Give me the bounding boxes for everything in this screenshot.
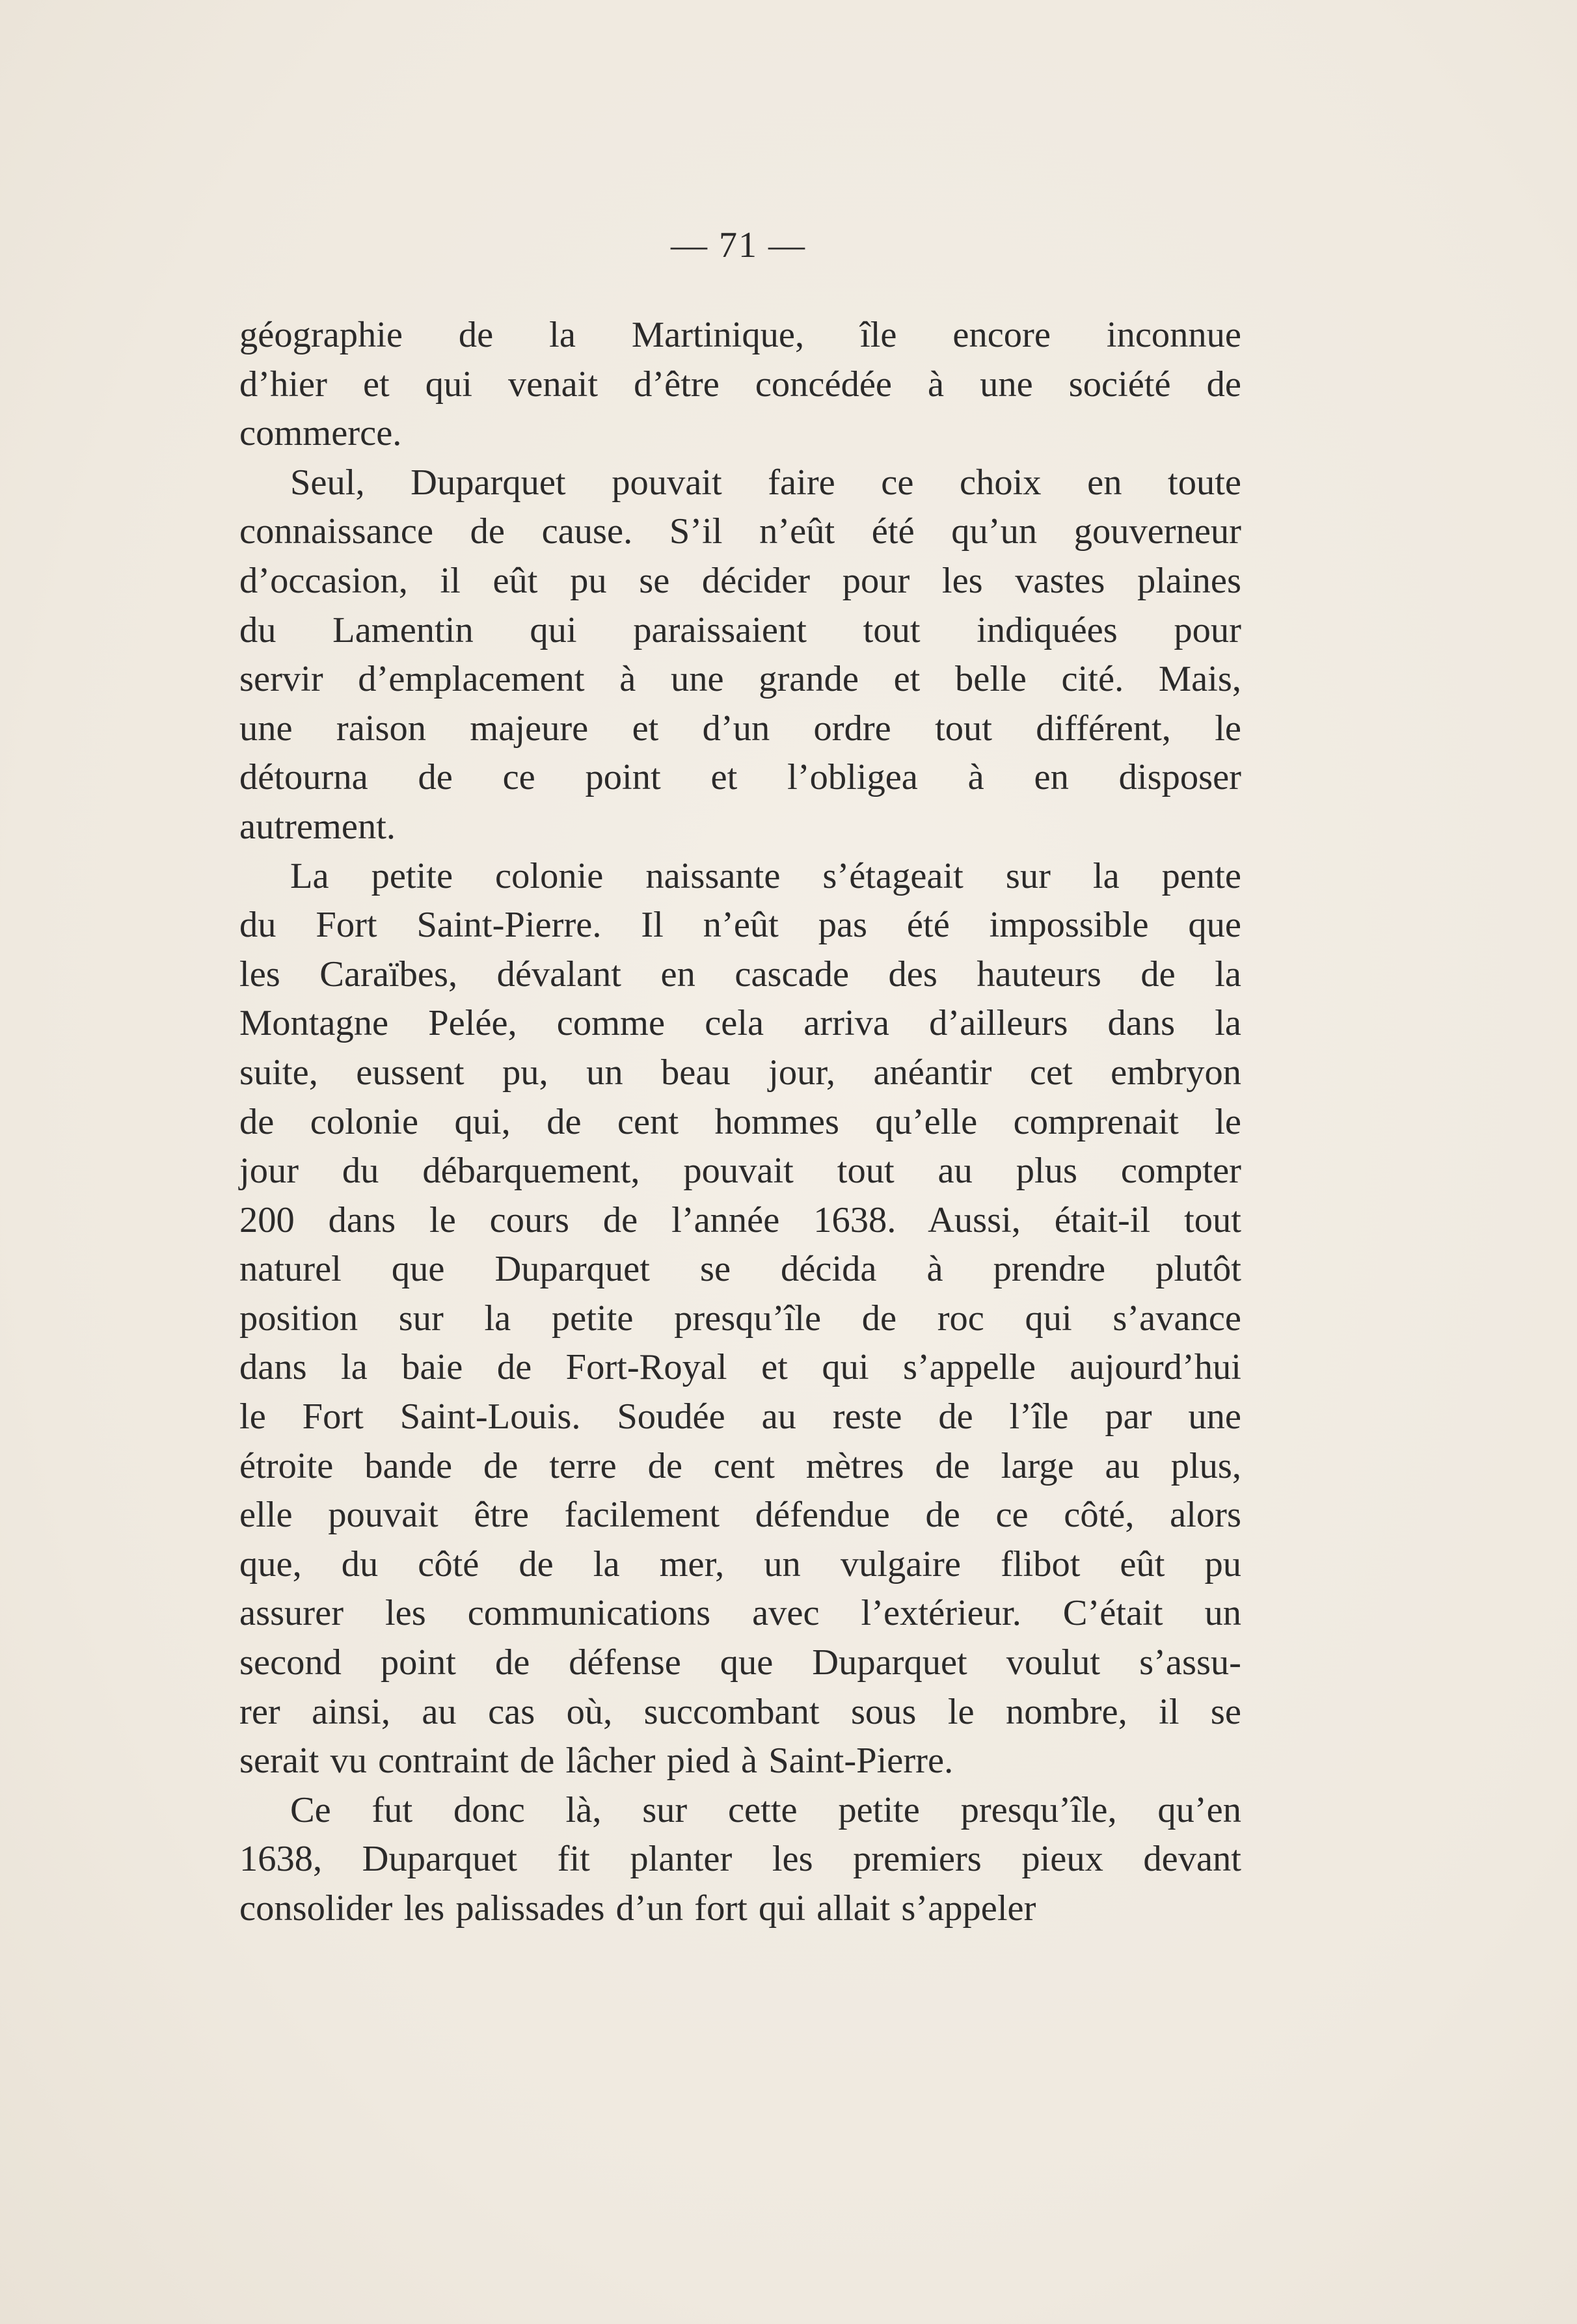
paragraph bbox=[239, 852, 1241, 1786]
text-line: consolider les palissades d’un fort qui allait s’appeler bbox=[239, 1888, 1036, 1929]
paragraph bbox=[239, 459, 1241, 852]
text-line: de colonie qui, de cent hommes qu’elle comprenait le bbox=[239, 1101, 1241, 1142]
text-line: du Lamentin qui paraissaient tout indiquées pour bbox=[239, 609, 1241, 650]
text-line: les Caraïbes, dévalant en cascade des hauteurs de la bbox=[239, 954, 1241, 995]
text-line: dans la baie de Fort-Royal et qui s’appelle aujourd’hui bbox=[239, 1347, 1241, 1388]
body-text bbox=[239, 311, 1241, 1934]
text-line: une raison majeure et d’un ordre tout différent, le bbox=[239, 708, 1241, 749]
page-number: — 71 — bbox=[671, 225, 806, 265]
text-line: 200 dans le cours de l’année 1638. Aussi, était-il tout bbox=[239, 1199, 1241, 1240]
text-line: elle pouvait être facilement défendue de ce côté, alors bbox=[239, 1495, 1241, 1536]
paragraph bbox=[239, 311, 1241, 459]
text-line: suite, eussent pu, un beau jour, anéantir cet embryon bbox=[239, 1052, 1241, 1093]
text-line: position sur la petite presqu’île de roc qui s’avance bbox=[239, 1298, 1241, 1339]
text-line: d’hier et qui venait d’être concédée à une société de bbox=[239, 364, 1241, 405]
text-line: commerce. bbox=[239, 413, 402, 454]
text-line: le Fort Saint-Louis. Soudée au reste de l’île par une bbox=[239, 1396, 1241, 1437]
text-line: jour du débarquement, pouvait tout au plus compter bbox=[239, 1151, 1241, 1192]
text-line: naturel que Duparquet se décida à prendre plutôt bbox=[239, 1249, 1241, 1290]
text-line: connaissance de cause. S’il n’eût été qu’un gouverneur bbox=[239, 511, 1241, 552]
text-line: La petite colonie naissante s’étageait sur la pente bbox=[290, 855, 1241, 896]
text-line: Montagne Pelée, comme cela arriva d’ailleurs dans la bbox=[239, 1003, 1241, 1044]
text-line: 1638, Duparquet fit planter les premiers pieux devant bbox=[239, 1839, 1241, 1880]
text-line: que, du côté de la mer, un vulgaire flibot eût pu bbox=[239, 1543, 1241, 1584]
text-line: du Fort Saint-Pierre. Il n’eût pas été impossible que bbox=[239, 905, 1241, 946]
paragraph bbox=[239, 1786, 1241, 1934]
text-line: Seul, Duparquet pouvait faire ce choix en toute bbox=[290, 462, 1241, 503]
text-line: servir d’emplacement à une grande et belle cité. Mais, bbox=[239, 659, 1241, 700]
text-line: second point de défense que Duparquet voulut s’assu- bbox=[239, 1642, 1241, 1683]
text-line: rer ainsi, au cas où, succombant sous le nombre, il se bbox=[239, 1691, 1241, 1732]
text-line: géographie de la Martinique, île encore inconnue bbox=[239, 315, 1241, 355]
text-line: Ce fut donc là, sur cette petite presqu’île, qu’en bbox=[290, 1789, 1241, 1830]
text-line: assurer les communications avec l’extérieur. C’était un bbox=[239, 1593, 1241, 1634]
text-line: d’occasion, il eût pu se décider pour les vastes plaines bbox=[239, 560, 1241, 601]
text-line: détourna de ce point et l’obligea à en disposer bbox=[239, 757, 1241, 798]
text-line: serait vu contraint de lâcher pied à Saint-Pierre. bbox=[239, 1741, 954, 1782]
text-line: étroite bande de terre de cent mètres de large au plus, bbox=[239, 1445, 1241, 1486]
text-line: autrement. bbox=[239, 806, 396, 847]
